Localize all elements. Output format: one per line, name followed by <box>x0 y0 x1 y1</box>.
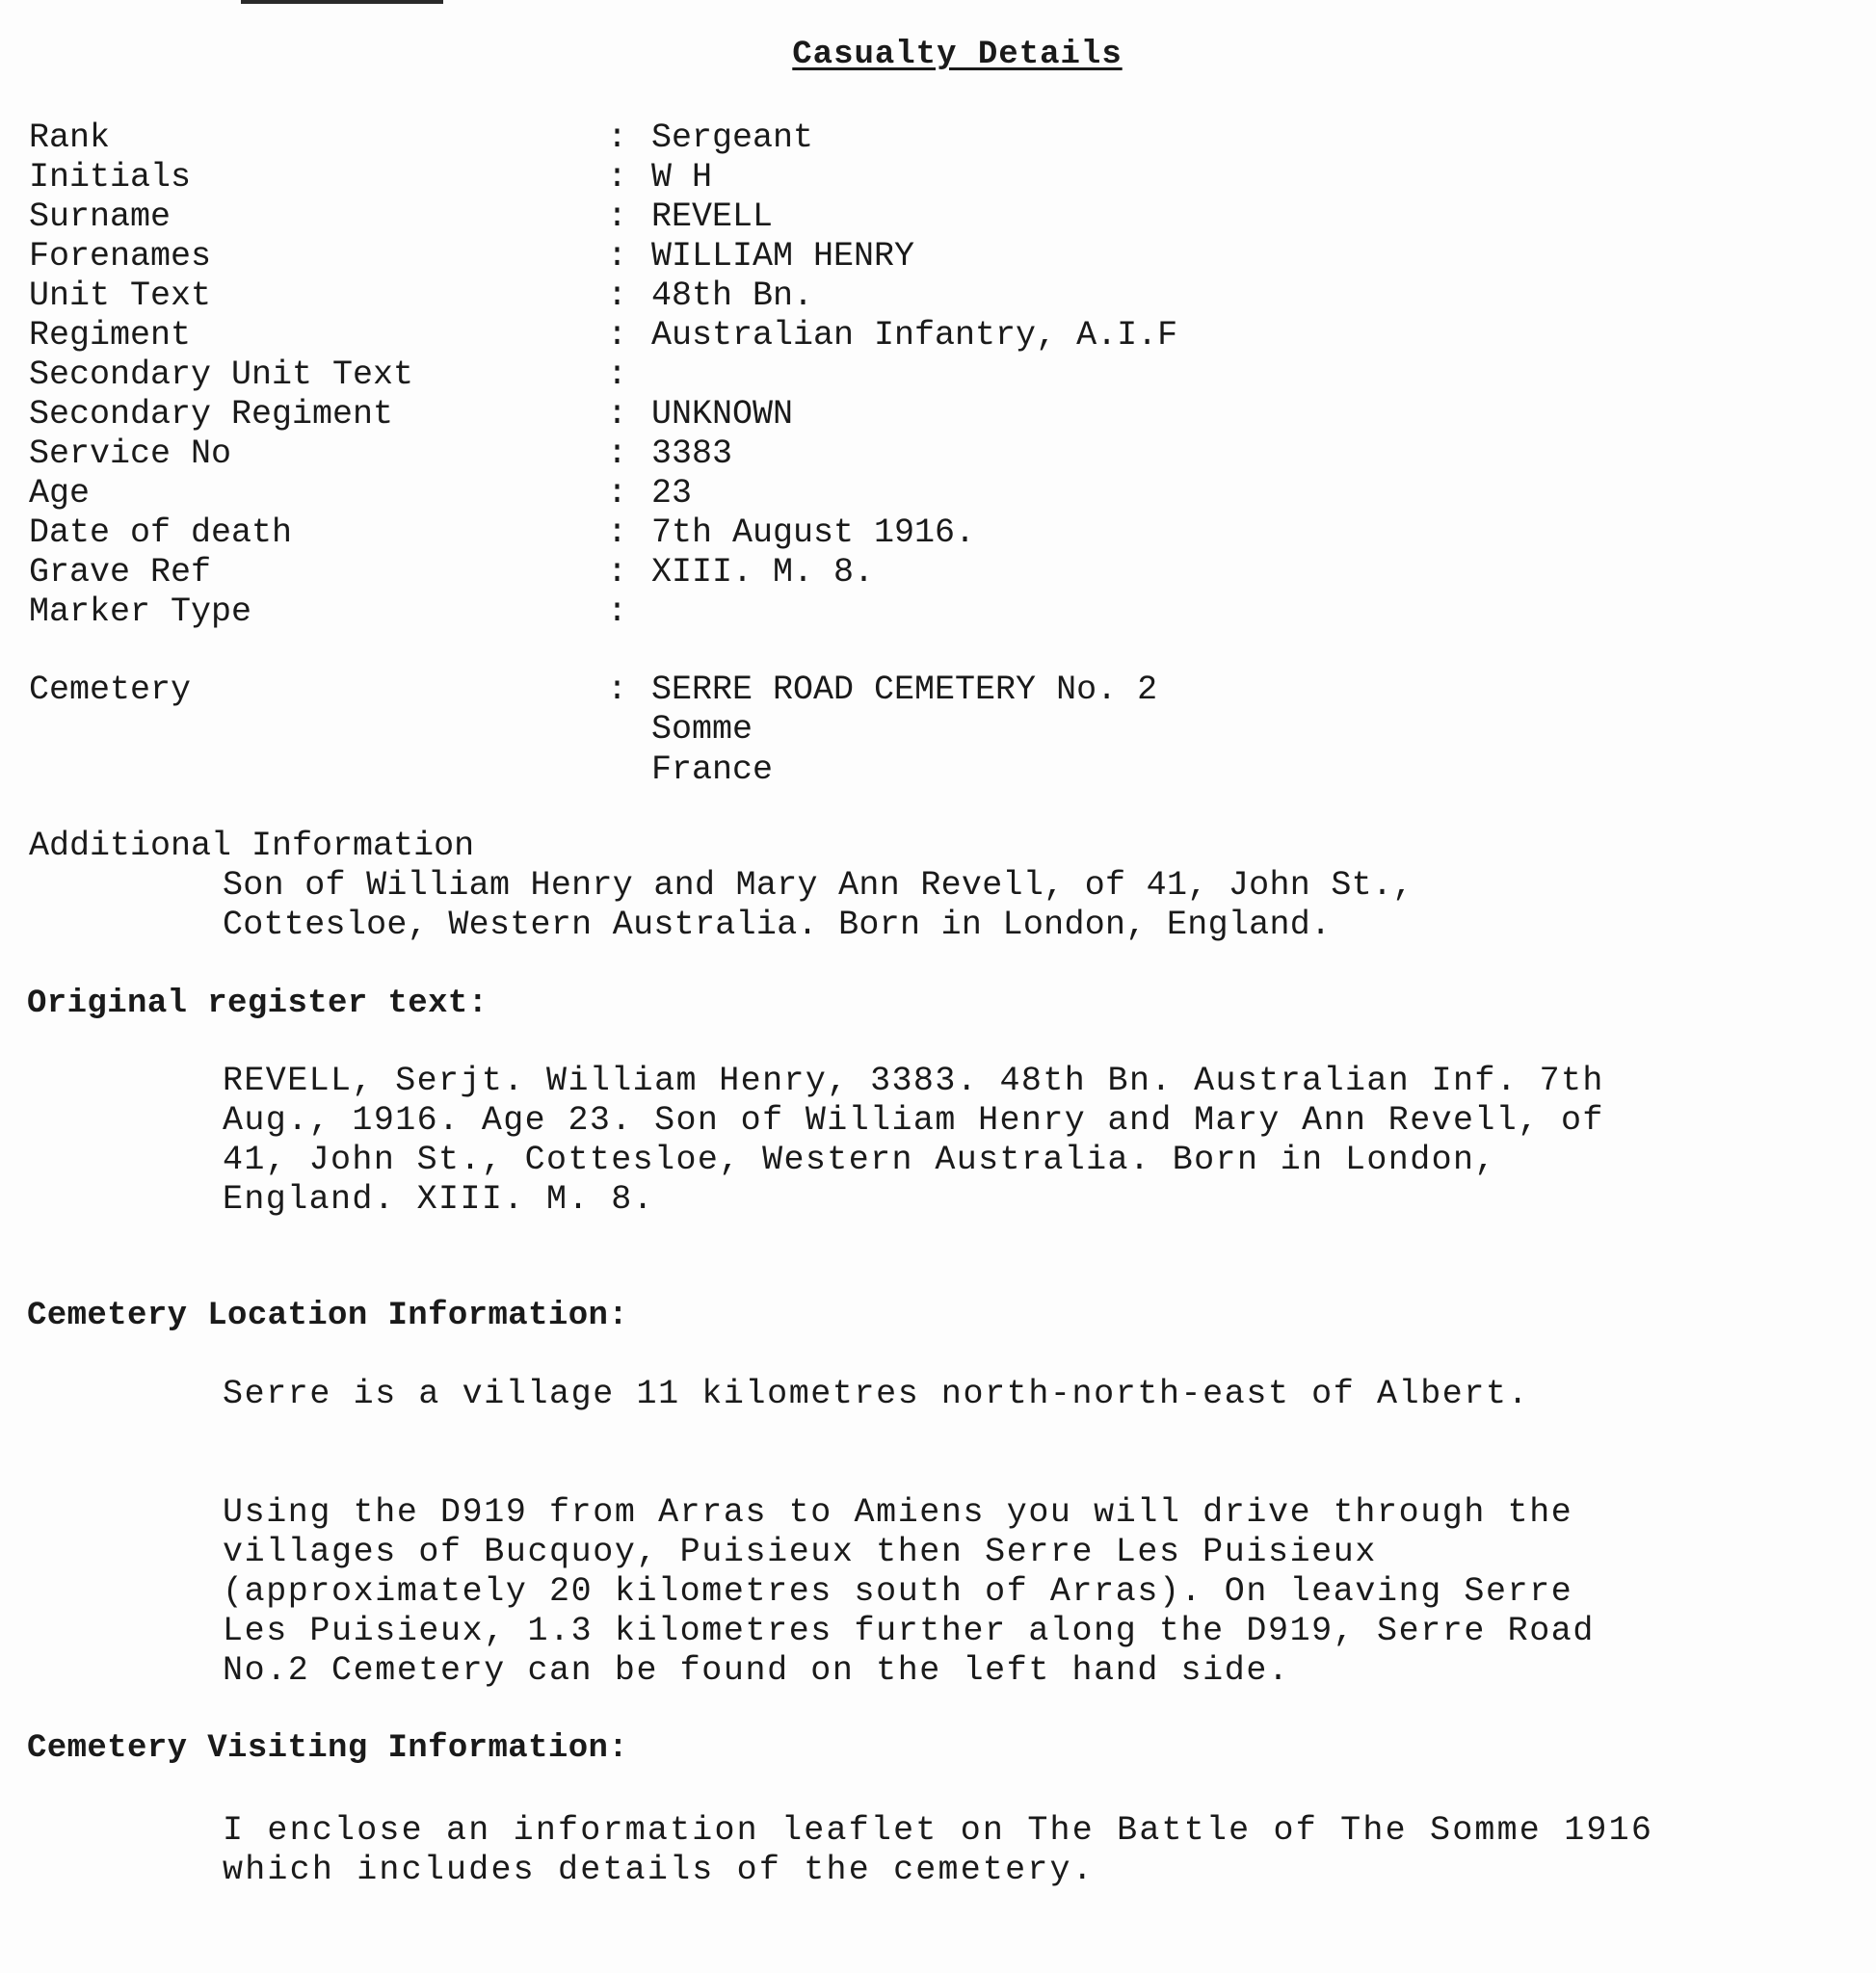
page-title: Casualty Details <box>792 37 1123 73</box>
detail-value: W H <box>651 158 713 197</box>
cemetery-name: SERRE ROAD CEMETERY No. 2 <box>651 671 1158 709</box>
additional-info-label: Additional Information <box>29 827 475 865</box>
detail-row <box>29 276 1177 316</box>
detail-label: Date of death <box>29 513 293 552</box>
detail-label: Regiment <box>29 316 192 355</box>
detail-label: Rank <box>29 118 111 157</box>
details-table <box>29 118 1177 791</box>
original-register-heading: Original register text: <box>27 986 489 1022</box>
visiting-heading: Cemetery Visiting Information: <box>27 1730 629 1767</box>
detail-value: Sergeant <box>651 118 814 157</box>
location-text-2: Using the D919 from Arras to Amiens you will drive through the villages of Bucquoy, Puisieux then Serre Les Puisieux (approximately 20 kilometres south of Arras). On leaving Serre Les Puisieux, 1.3 kilometres further along the D919, Serre Road No.2 Cemetery can be found on the left hand side. <box>223 1493 1596 1690</box>
original-register-text: REVELL, Serjt. William Henry, 3383. 48th Bn. Australian Inf. 7th Aug., 1916. Age 23. Son of William Henry and Mary Ann Revell, of 41, John St., Cottesloe, Western Australia. Born in London, England. XIII. M. 8. <box>223 1062 1604 1219</box>
detail-label: Grave Ref <box>29 553 212 592</box>
detail-value: WILLIAM HENRY <box>651 237 915 276</box>
location-heading: Cemetery Location Information: <box>27 1298 629 1334</box>
visiting-text: I enclose an information leaflet on The Battle of The Somme 1916 which includes details of the cemetery. <box>223 1811 1654 1889</box>
detail-row <box>29 197 1177 237</box>
additional-info-text: Son of William Henry and Mary Ann Revell, of 41, John St., Cottesloe, Western Australia. Born in London, England. <box>223 866 1414 944</box>
cemetery-country: France <box>651 750 774 789</box>
detail-label: Secondary Regiment <box>29 395 394 434</box>
detail-separator: : <box>607 474 628 513</box>
detail-value: 23 <box>651 474 693 513</box>
detail-label: Marker Type <box>29 592 252 631</box>
cemetery-label: Cemetery <box>29 671 192 709</box>
detail-label: Secondary Unit Text <box>29 355 414 394</box>
detail-row <box>29 355 1177 395</box>
detail-separator: : <box>607 316 628 355</box>
detail-row <box>29 395 1177 434</box>
detail-row <box>29 158 1177 197</box>
detail-row <box>29 118 1177 158</box>
detail-row <box>29 434 1177 474</box>
detail-separator: : <box>607 197 628 236</box>
detail-separator: : <box>607 553 628 592</box>
location-text-1: Serre is a village 11 kilometres north-north-east of Albert. <box>223 1375 1530 1413</box>
detail-separator: : <box>607 276 628 315</box>
detail-value: UNKNOWN <box>651 395 794 434</box>
cemetery-region: Somme <box>651 710 753 749</box>
detail-separator: : <box>607 395 628 434</box>
detail-row <box>29 316 1177 355</box>
detail-value: Australian Infantry, A.I.F <box>651 316 1178 355</box>
detail-row <box>29 513 1177 553</box>
detail-value: 48th Bn. <box>651 276 814 315</box>
detail-label: Unit Text <box>29 276 212 315</box>
detail-separator: : <box>607 434 628 473</box>
detail-value: 7th August 1916. <box>651 513 976 552</box>
detail-value: 3383 <box>651 434 733 473</box>
detail-value: XIII. M. 8. <box>651 553 875 592</box>
detail-label: Service No <box>29 434 232 473</box>
detail-label: Age <box>29 474 91 513</box>
scan-mark <box>241 0 443 4</box>
detail-separator: : <box>607 592 628 631</box>
spacer <box>29 632 1177 671</box>
detail-row <box>29 237 1177 276</box>
detail-separator: : <box>607 513 628 552</box>
detail-label: Forenames <box>29 237 212 276</box>
detail-value: REVELL <box>651 197 774 236</box>
detail-separator: : <box>607 237 628 276</box>
detail-row <box>29 474 1177 513</box>
cemetery-row <box>29 671 1177 710</box>
detail-row <box>29 553 1177 592</box>
detail-label: Initials <box>29 158 192 197</box>
detail-separator: : <box>607 355 628 394</box>
detail-separator: : <box>607 118 628 157</box>
detail-separator: : <box>607 671 628 709</box>
detail-row <box>29 592 1177 632</box>
detail-label: Surname <box>29 197 172 236</box>
detail-separator: : <box>607 158 628 197</box>
